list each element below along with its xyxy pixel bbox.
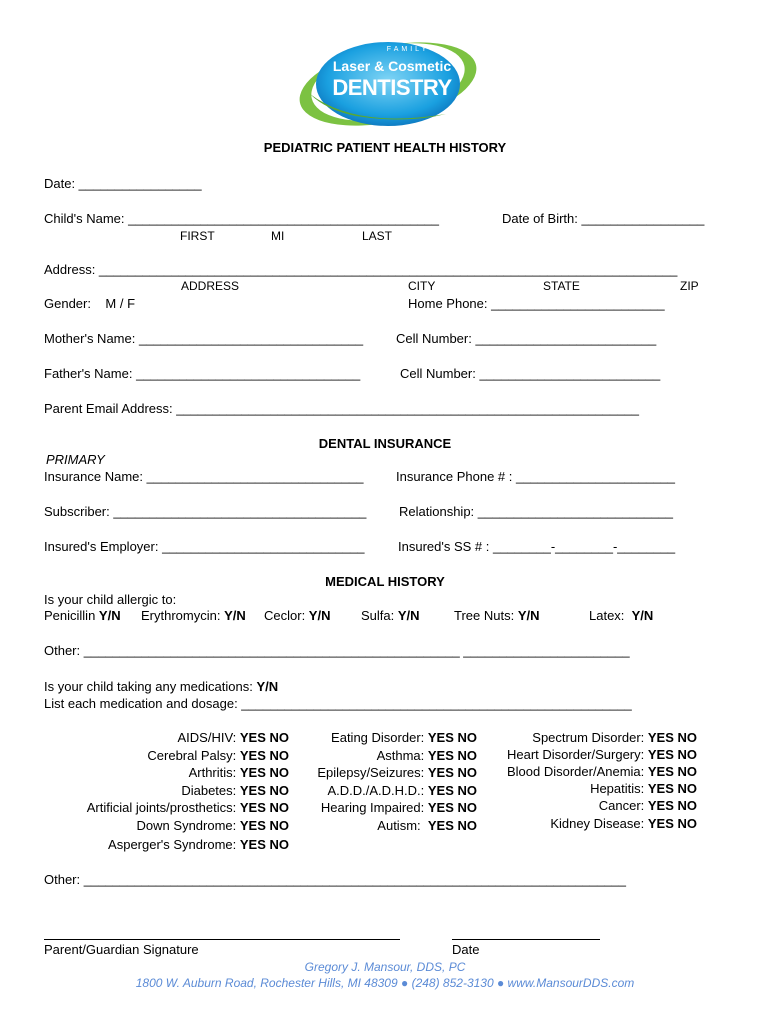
signature-date-label: Date <box>452 942 480 957</box>
other-conditions-field[interactable]: Other: ___________________________________________________________________________ <box>44 872 626 887</box>
condition-row[interactable]: Blood Disorder/Anemia: YES NO <box>506 764 697 779</box>
allergy-sulfa[interactable]: Sulfa: Y/N <box>361 608 420 623</box>
condition-row[interactable]: Hearing Impaired: YES NO <box>320 800 477 815</box>
address-part-state: STATE <box>543 279 580 293</box>
allergic-question: Is your child allergic to: <box>44 592 177 607</box>
condition-row[interactable]: Hepatitis: YES NO <box>590 781 697 796</box>
gender-field[interactable]: Gender: M / F <box>44 296 136 311</box>
relationship-field[interactable]: Relationship: ___________________________ <box>399 504 673 519</box>
mother-name-field[interactable]: Mother's Name: _______________________________ <box>44 331 364 346</box>
insurance-name-field[interactable]: Insurance Name: ______________________________ <box>44 469 364 484</box>
condition-row[interactable]: Artificial joints/prosthetics: YES NO <box>86 800 289 815</box>
address-part-city: CITY <box>408 279 436 293</box>
condition-row[interactable]: Down Syndrome: YES NO <box>136 818 289 833</box>
dental-insurance-heading: DENTAL INSURANCE <box>318 436 452 451</box>
allergy-erythromycin[interactable]: Erythromycin: Y/N <box>141 608 246 623</box>
subscriber-field[interactable]: Subscriber: ___________________________________ <box>44 504 367 519</box>
condition-row[interactable]: Diabetes: YES NO <box>181 783 289 798</box>
logo-family-text: FAMILY <box>386 46 430 53</box>
practice-logo <box>296 24 480 134</box>
father-cell-field[interactable]: Cell Number: _________________________ <box>400 366 661 381</box>
insured-employer-field[interactable]: Insured's Employer: ____________________________ <box>44 539 365 554</box>
footer-address: 1800 W. Auburn Road, Rochester Hills, MI 48309 ● (248) 852-3130 ● www.MansourDDS.com <box>135 976 635 990</box>
child-name-field[interactable]: Child's Name: ___________________________________________ <box>44 211 440 226</box>
condition-row[interactable]: Eating Disorder: YES NO <box>331 730 477 745</box>
name-part-first: FIRST <box>180 229 215 243</box>
other-allergies-field[interactable]: Other: ____________________________________________________ _______________________ <box>44 643 630 658</box>
mother-cell-field[interactable]: Cell Number: _________________________ <box>396 331 657 346</box>
address-part-address: ADDRESS <box>181 279 240 293</box>
condition-row[interactable]: AIDS/HIV: YES NO <box>177 730 289 745</box>
medications-question[interactable]: Is your child taking any medications: Y/N <box>44 679 279 694</box>
parent-email-field[interactable]: Parent Email Address: ________________________________________________________________ <box>44 401 639 416</box>
dob-field[interactable]: Date of Birth: _________________ <box>502 211 705 226</box>
insurance-phone-field[interactable]: Insurance Phone # : ______________________ <box>396 469 676 484</box>
allergy-ceclor[interactable]: Ceclor: Y/N <box>264 608 331 623</box>
allergy-tree-nuts[interactable]: Tree Nuts: Y/N <box>454 608 540 623</box>
signature-date-line[interactable] <box>452 939 600 940</box>
name-part-last: LAST <box>362 229 393 243</box>
logo-line2-text: DENTISTRY <box>332 75 452 100</box>
condition-row[interactable]: Autism: YES NO <box>377 818 477 833</box>
condition-row[interactable]: Spectrum Disorder: YES NO <box>532 730 697 745</box>
condition-row[interactable]: Kidney Disease: YES NO <box>550 816 697 831</box>
address-field[interactable]: Address: ________________________________________________________________________________ <box>44 262 678 277</box>
father-name-field[interactable]: Father's Name: _______________________________ <box>44 366 361 381</box>
medications-list-field[interactable]: List each medication and dosage: ______________________________________________________ <box>44 696 632 711</box>
condition-row[interactable]: A.D.D./A.D.H.D.: YES NO <box>327 783 477 798</box>
signature-label: Parent/Guardian Signature <box>44 942 199 957</box>
condition-row[interactable]: Asthma: YES NO <box>376 748 477 763</box>
allergy-penicillin[interactable]: Penicillin Y/N <box>44 608 121 623</box>
name-part-mi: MI <box>271 229 285 243</box>
logo-line1-text: Laser & Cosmetic <box>332 58 452 74</box>
allergy-latex[interactable]: Latex: Y/N <box>589 608 654 623</box>
condition-row[interactable]: Asperger's Syndrome: YES NO <box>108 837 289 852</box>
medical-history-heading: MEDICAL HISTORY <box>325 574 445 589</box>
primary-label: PRIMARY <box>46 452 105 467</box>
insured-ss-field[interactable]: Insured's SS # : ________-________-________ <box>398 539 676 554</box>
condition-row[interactable]: Cerebral Palsy: YES NO <box>147 748 289 763</box>
date-field[interactable]: Date: _________________ <box>44 176 202 191</box>
condition-row[interactable]: Epilepsy/Seizures: YES NO <box>317 765 477 780</box>
signature-line[interactable] <box>44 939 400 940</box>
footer-practice-name: Gregory J. Mansour, DDS, PC <box>304 960 466 974</box>
form-title: PEDIATRIC PATIENT HEALTH HISTORY <box>263 140 507 155</box>
home-phone-field[interactable]: Home Phone: ________________________ <box>408 296 665 311</box>
condition-row[interactable]: Arthritis: YES NO <box>188 765 289 780</box>
condition-row[interactable]: Heart Disorder/Surgery: YES NO <box>506 747 697 762</box>
address-part-zip: ZIP <box>680 279 699 293</box>
condition-row[interactable]: Cancer: YES NO <box>598 798 697 813</box>
